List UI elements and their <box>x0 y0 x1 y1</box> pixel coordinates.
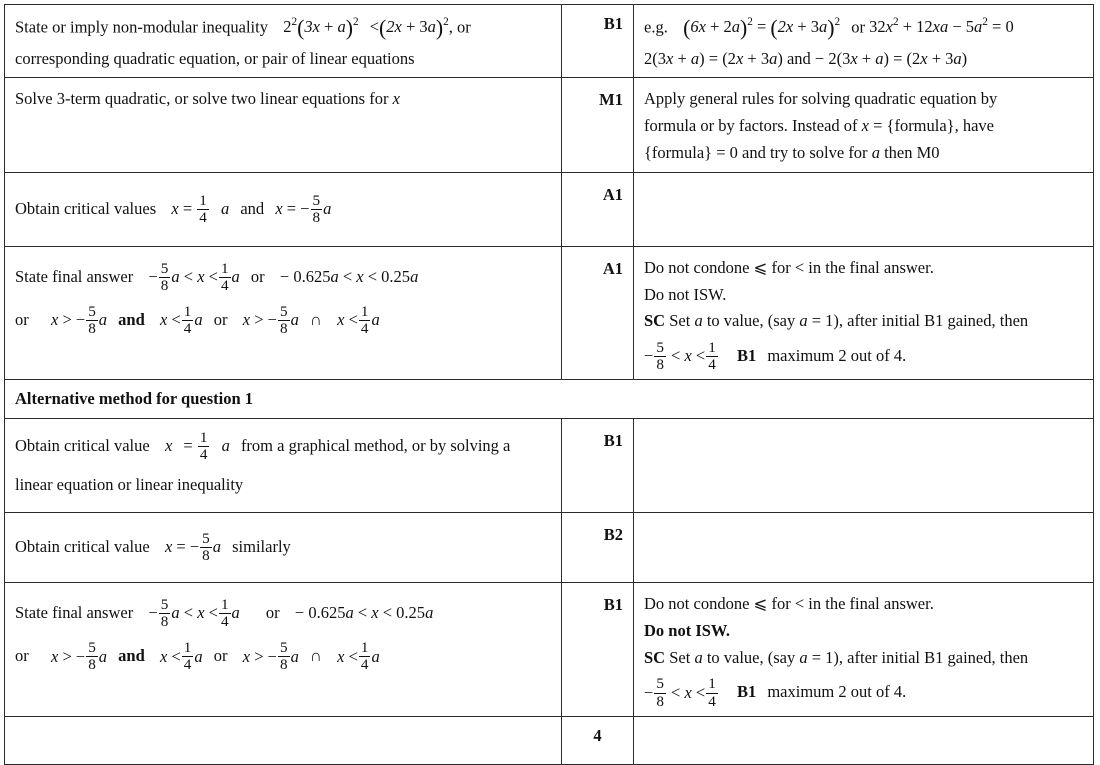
row-7-desc-line-1: State final answer − $\frac{5}{8}$ a < x < $\frac{1}{4}$ a or − 0.625a < x < 0.25a <box>15 596 434 631</box>
row-4-desc-line-2: or x > − $\frac{5}{8}$ a and x < $\frac{1}{4}$ a or x > − $\frac{5}{8}$ a ∩ x < $\frac{1}{4}$ a <box>15 303 380 338</box>
row-4-desc-or2: or <box>15 310 29 330</box>
table-row <box>5 5 1094 78</box>
fraction-five-eighths: $\frac{5}{8}$ <box>312 191 321 226</box>
row-1-guide-and: and <box>786 48 811 68</box>
row-6-desc-line-1: Obtain critical value x = − $\frac{5}{8}$ a similarly <box>15 529 291 565</box>
row-7-guide-b1: B1 <box>736 682 757 702</box>
leq-icon: ⩽ <box>753 257 768 277</box>
table-row-total <box>5 716 1094 764</box>
row-7-guidance <box>634 583 1094 716</box>
row-6-description <box>5 512 562 582</box>
row-7-guide-line-4: − $\frac{5}{8}$ < x < $\frac{1}{4}$ B1 maximum 2 out of 4. <box>644 675 907 710</box>
row-2-guide-l2a: formula or by factors. Instead of <box>644 116 858 136</box>
row-1-description <box>5 5 562 78</box>
row-6-mark: B2 <box>562 512 634 582</box>
row-4-guide-max: maximum 2 out of 4. <box>767 346 907 366</box>
row-3-desc-and: and <box>240 198 265 218</box>
row-4-desc-line-1: State final answer − $\frac{5}{8}$ a < x < $\frac{1}{4}$ a or − 0.625a < x < 0.25a <box>15 259 419 294</box>
row-5-desc-text: Obtain critical value <box>15 436 150 456</box>
row-4-desc-and: and <box>118 310 145 330</box>
row-4-guide-l1a: Do not condone <box>644 257 750 277</box>
row-5-guidance <box>634 419 1094 513</box>
row-1-guidance <box>634 5 1094 78</box>
row-4-guide-l1b: for < in the final answer. <box>771 257 934 277</box>
row-2-guide-line-3: {formula} = 0 and try to solve for a then M0 <box>644 142 940 162</box>
row-1-guide-or: or <box>851 17 866 37</box>
table-row <box>5 78 1094 172</box>
row-7-desc-line-2: or x > − $\frac{5}{8}$ a and x < $\frac{1}{4}$ a or x > − $\frac{5}{8}$ a ∩ x < $\frac{1}{4}$ a <box>15 639 380 674</box>
row-1-desc-or: , or <box>448 17 471 37</box>
row-1-guide-line-2: 2(3x + a) = (2x + 3a) and − 2(3x + a) = (2x + 3a) <box>644 48 968 68</box>
row-7-guide-l3b: to value, (say <box>706 647 796 667</box>
total-row-description <box>5 716 562 764</box>
row-1-guide-eg: e.g. <box>644 17 668 37</box>
row-4-description <box>5 246 562 379</box>
alternative-method-header: Alternative method for question 1 <box>5 380 1094 419</box>
row-4-guide-sc: SC <box>644 311 666 331</box>
row-6-guidance <box>634 512 1094 582</box>
row-7-decimal-form: − 0.625a < x < 0.25a <box>294 603 434 623</box>
row-4-guide-line-3: SC Set a to value, (say a = 1), after initial B1 gained, then <box>644 311 1029 331</box>
row-1-desc-line-1 <box>15 12 551 45</box>
intersection-icon: ∩ <box>309 310 322 330</box>
table-row <box>5 172 1094 246</box>
row-5-desc-line-1: Obtain critical value x = $\frac{1}{4}$ a from a graphical method, or by solving a <box>15 429 511 464</box>
row-2-guide-l3a: {formula} = 0 and try to solve for <box>644 142 868 162</box>
row-5-desc-line-2: linear equation or linear inequality <box>15 475 244 495</box>
row-7-guide-l3c: = 1), after initial B1 gained, then <box>811 647 1029 667</box>
row-5-mark: B1 <box>562 419 634 513</box>
table-row-alt-header <box>5 380 1094 419</box>
row-5-desc-post: from a graphical method, or by solving a <box>240 436 511 456</box>
row-4-guide-b1: B1 <box>736 346 757 366</box>
row-2-mark: M1 <box>562 78 634 172</box>
row-7-mark: B1 <box>562 583 634 716</box>
row-7-guide-line-2 <box>644 619 1083 644</box>
row-2-guide-l3b: then M0 <box>884 142 940 162</box>
row-6-desc-post: similarly <box>232 537 291 557</box>
row-4-guide-l3b: to value, (say <box>706 311 796 331</box>
intersection-icon: ∩ <box>309 646 322 666</box>
row-7-guide-line-3: SC Set a to value, (say a = 1), after initial B1 gained, then <box>644 647 1029 667</box>
total-row-guidance <box>634 716 1094 764</box>
row-4-guide-line-4: − $\frac{5}{8}$ < x < $\frac{1}{4}$ B1 maximum 2 out of 4. <box>644 339 907 374</box>
mark-scheme-table <box>4 4 1094 765</box>
row-7-desc-text: State final answer <box>15 603 134 623</box>
row-7-guide-l2: Do not ISW. <box>644 620 731 640</box>
row-1-mark: B1 <box>562 5 634 78</box>
row-4-guide-line-1 <box>644 256 1083 281</box>
row-4-guide-l2: Do not ISW. <box>644 284 727 304</box>
row-7-guide-line-1 <box>644 592 1083 617</box>
row-7-desc-and: and <box>118 646 145 666</box>
row-7-guide-l1b: for < in the final answer. <box>771 594 934 614</box>
row-7-desc-or: or <box>265 603 280 623</box>
total-marks-cell: 4 <box>562 716 634 764</box>
row-7-desc-or2: or <box>15 646 29 666</box>
row-3-desc-line-1: Obtain critical values x = $\frac{1}{4}$ a and x = − $\frac{5}{8}$ a <box>15 191 332 226</box>
table-row <box>5 583 1094 716</box>
row-3-desc-text: Obtain critical values <box>15 198 157 218</box>
row-2-guide-l2b: = {formula}, have <box>873 116 994 136</box>
row-6-desc-text: Obtain critical value <box>15 537 150 557</box>
row-2-guide-line-2: formula or by factors. Instead of x = {formula}, have <box>644 116 994 136</box>
table-row <box>5 512 1094 582</box>
row-1-desc-line-2: corresponding quadratic equation, or pair of linear equations <box>15 48 415 68</box>
leq-icon: ⩽ <box>753 594 768 614</box>
fraction-one-quarter: $\frac{1}{4}$ <box>199 191 207 226</box>
table-row <box>5 419 1094 513</box>
row-4-guidance <box>634 246 1094 379</box>
row-2-guidance <box>634 78 1094 172</box>
row-3-mark: A1 <box>562 172 634 246</box>
row-3-guidance <box>634 172 1094 246</box>
row-2-desc-line-1: Solve 3-term quadratic, or solve two linear equations for x <box>15 89 400 109</box>
row-4-desc-or3: or <box>213 310 228 330</box>
row-1-guide-line-1: e.g. $(6x + 2a)^2 = (2x + 3a)^2$ or $32x^2 + 12xa - 5a^2 = 0$ <box>644 16 1014 40</box>
row-1-expression: $2^2(3x + a)^2 <(2x + 3a)^2$ <box>283 16 449 40</box>
row-2-guide-line-1: Apply general rules for solving quadratic equation by <box>644 89 998 109</box>
row-7-description <box>5 583 562 716</box>
row-4-desc-or: or <box>250 267 265 287</box>
row-7-guide-l1a: Do not condone <box>644 594 750 614</box>
row-4-desc-text: State final answer <box>15 267 134 287</box>
row-3-description <box>5 172 562 246</box>
row-7-guide-max: maximum 2 out of 4. <box>767 682 907 702</box>
row-4-decimal-form: − 0.625a < x < 0.25a <box>279 267 419 287</box>
row-7-guide-l3a: Set <box>669 647 691 667</box>
row-2-description <box>5 78 562 172</box>
row-4-mark: A1 <box>562 246 634 379</box>
row-1-desc-text: State or imply non-modular inequality <box>15 17 268 37</box>
row-4-guide-l3a: Set <box>669 311 691 331</box>
row-5-description <box>5 419 562 513</box>
row-7-guide-sc: SC <box>644 647 666 667</box>
row-2-desc-text: Solve 3-term quadratic, or solve two linear equations for <box>15 89 389 109</box>
row-4-guide-line-2 <box>644 283 1083 308</box>
row-4-guide-l3c: = 1), after initial B1 gained, then <box>811 311 1029 331</box>
table-row <box>5 246 1094 379</box>
row-7-desc-or3: or <box>213 646 228 666</box>
